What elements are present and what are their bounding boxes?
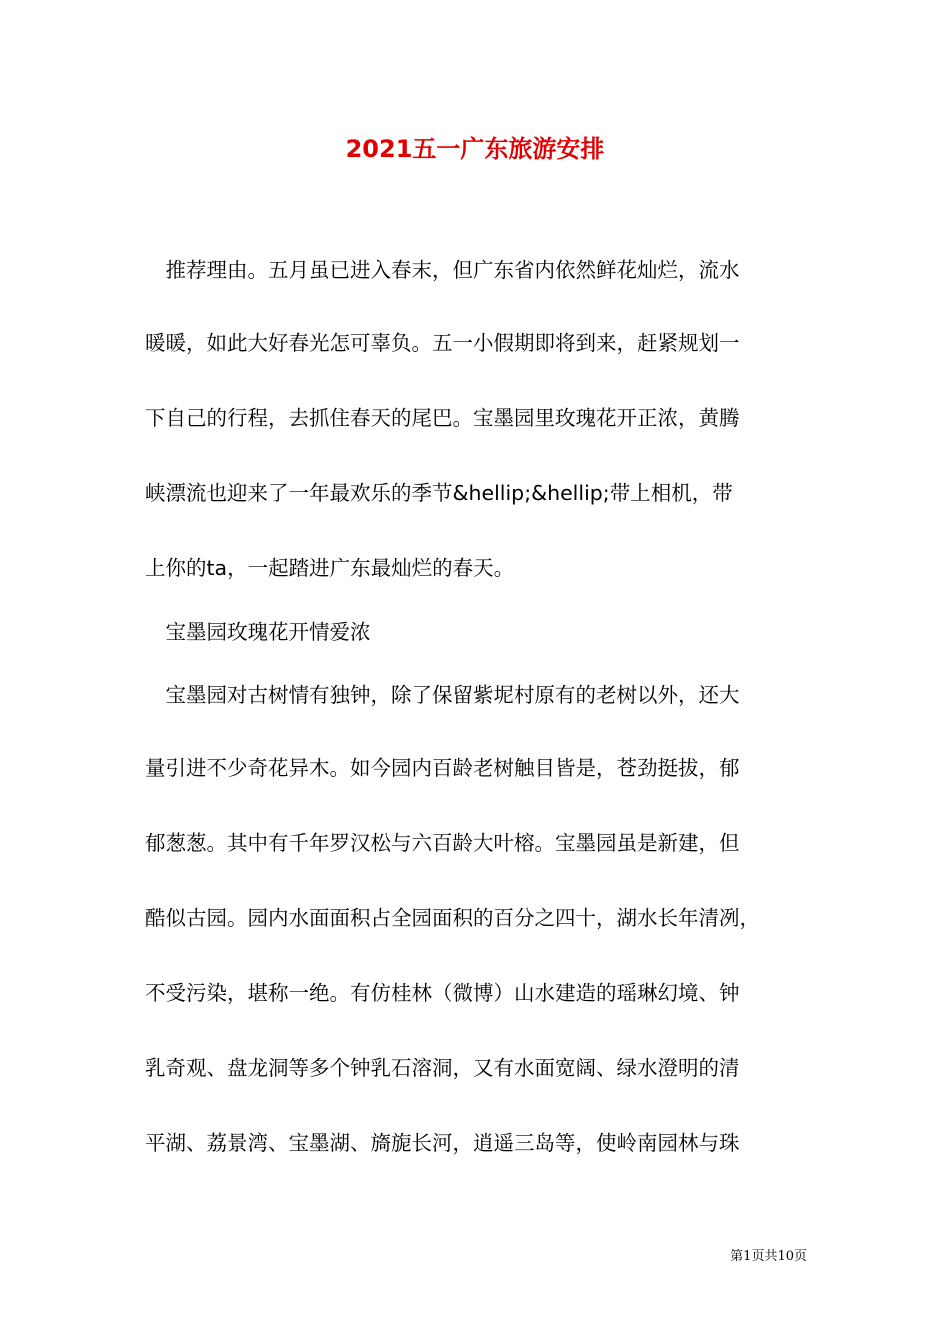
paragraph-line: 量引进不少奇花异木。如今园内百龄老树触目皆是，苍劲挺拔，郁 <box>145 756 740 780</box>
document-title: 2021五一广东旅游安排 <box>345 135 605 163</box>
paragraph-line: 酷似古园。园内水面面积占全园面积的百分之四十，湖水长年清冽， <box>145 906 760 930</box>
paragraph-line: 暖暖，如此大好春光怎可辜负。五一小假期即将到来，赶紧规划一 <box>145 331 740 355</box>
section-heading: 宝墨园玫瑰花开情爱浓 <box>145 620 371 644</box>
paragraph-line: 郁葱葱。其中有千年罗汉松与六百龄大叶榕。宝墨园虽是新建，但 <box>145 831 740 855</box>
page-number: 第1页共10页 <box>730 1249 807 1264</box>
paragraph-line: 平湖、荔景湾、宝墨湖、旖旎长河，逍遥三岛等，使岭南园林与珠 <box>145 1131 740 1155</box>
paragraph-line: 不受污染，堪称一绝。有仿桂林（微博）山水建造的瑶琳幻境、钟 <box>145 981 740 1005</box>
paragraph-line: 宝墨园对古树情有独钟，除了保留紫坭村原有的老树以外，还大 <box>145 683 740 707</box>
paragraph-line: 峡漂流也迎来了一年最欢乐的季节&hellip;&hellip;带上相机，带 <box>145 481 733 505</box>
paragraph-line: 乳奇观、盘龙洞等多个钟乳石溶洞，又有水面宽阔、绿水澄明的清 <box>145 1056 740 1080</box>
paragraph-line: 上你的ta，一起踏进广东最灿烂的春天。 <box>145 556 515 580</box>
paragraph-line: 推荐理由。五月虽已进入春末，但广东省内依然鲜花灿烂，流水 <box>145 258 740 282</box>
paragraph-line: 下自己的行程，去抓住春天的尾巴。宝墨园里玫瑰花开正浓，黄腾 <box>145 406 740 430</box>
